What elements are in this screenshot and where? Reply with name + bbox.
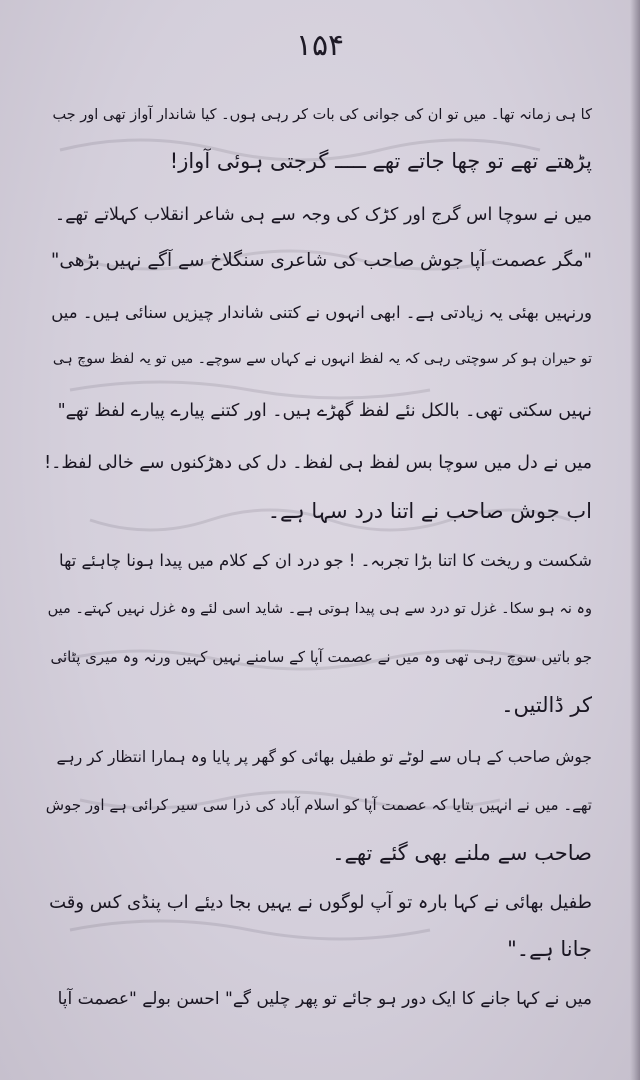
text-line: جانا ہے۔" [507,937,592,961]
text-line: طفیل بھائی نے کہا بارہ تو آپ لوگوں نے یہیں بجا دیئے اب پنڈی کس وقت [49,892,592,913]
text-line: کا ہی زمانہ تھا۔ میں تو ان کی جوانی کی بات کر رہی ہوں۔ کیا شاندار آواز تھی اور جب [52,107,592,123]
text-line: شکست و ریخت کا اتنا بڑا تجربہ۔ ! جو درد ان کے کلام میں پیدا ہونا چاہئے تھا [59,551,592,570]
text-line: تھے۔ میں نے انہیں بتایا کہ عصمت آپا کو اسلام آباد کی ذرا سی سیر کرائی ہے اور جوش [45,796,592,814]
text-line: صاحب سے ملنے بھی گئے تھے۔ [332,841,592,865]
page-number: ۱۵۴ [295,28,345,63]
text-line: تو حیران ہو کر سوچتی رہی کہ یہ لفظ انہوں نے کہاں سے سوچے۔ میں تو یہ لفظ سوچ ہی [52,351,592,367]
text-line: پڑھتے تھے تو چھا جاتے تھے ـــــ گرجتی ہوئی آواز! [169,149,592,173]
text-line: جو باتیں سوچ رہی تھی وہ میں نے عصمت آپا کے سامنے نہیں کہیں ورنہ وہ میری پٹائی [50,648,592,666]
text-line: اب جوش صاحب نے اتنا درد سہا ہے۔ [267,499,592,523]
text-line: میں نے سوچا اس گرج اور کڑک کی وجہ سے ہی شاعر انقلاب کہلاتے تھے۔ [54,205,592,225]
text-line: میں نے دل میں سوچا بس لفظ ہی لفظ۔ دل کی دھڑکنوں سے خالی لفظ۔! [44,453,592,473]
text-line: کر ڈالتیں۔ [501,693,592,717]
page-spine-shadow [630,0,640,1080]
text-line: ورنہیں بھئی یہ زیادتی ہے۔ ابھی انہوں نے کتنی شاندار چیزیں سنائی ہیں۔ میں [51,303,592,322]
text-line: "مگر عصمت آپا جوش صاحب کی شاعری سنگلاخ سے آگے نہیں بڑھی" [50,250,592,271]
text-line: جوش صاحب کے ہاں سے لوٹے تو طفیل بھائی کو گھر پر پایا وہ ہمارا انتظار کر رہے [56,748,592,766]
text-line: وہ نہ ہو سکا۔ غزل تو درد سے ہی پیدا ہوتی ہے۔ شاید اسی لئے وہ غزل نہیں کہتے۔ میں [47,601,592,617]
text-line: نہیں سکتی تھی۔ بالکل نئے لفظ گھڑے ہیں۔ اور کتنے پیارے پیارے لفظ تھے" [57,401,592,421]
text-line: میں نے کہا جانے کا ایک دور ہو جائے تو پھر چلیں گے" احسن بولے "عصمت آپا [57,989,592,1009]
